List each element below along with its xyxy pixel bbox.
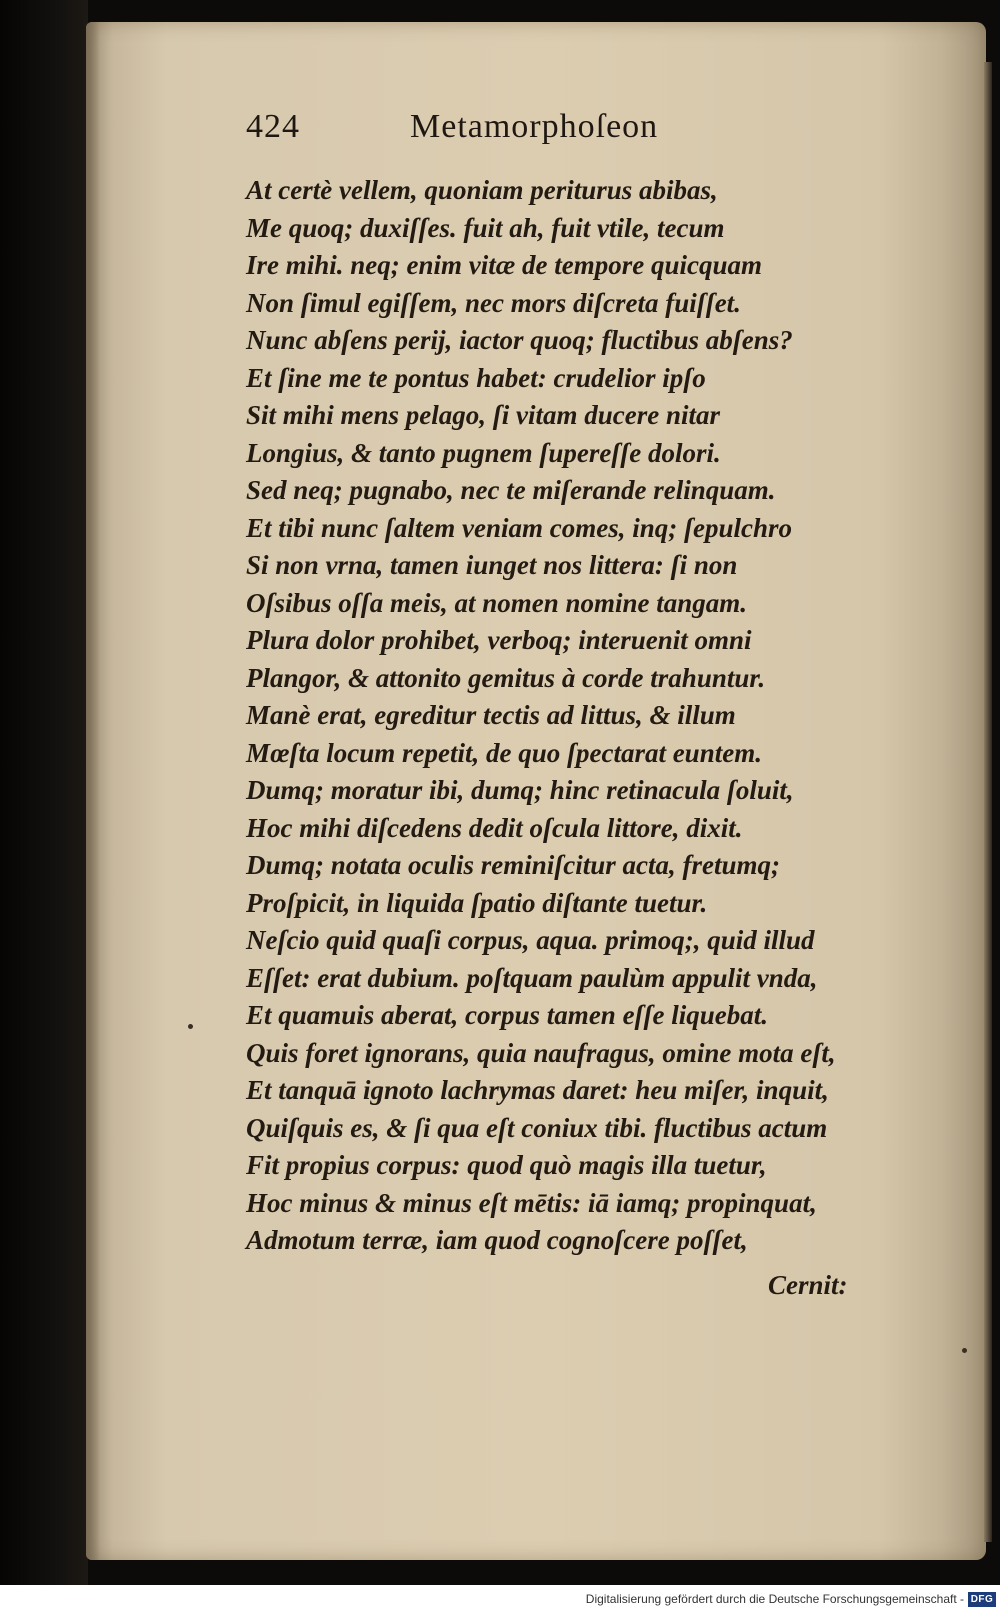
verse-line: Proſpicit, in liquida ſpatio diſtante tuetur. [246, 887, 708, 918]
verse-line: Quiſquis es, & ſi qua eſt coniux tibi. fluctibus actum [246, 1112, 828, 1143]
catchword: Cernit: [768, 1270, 848, 1300]
verse-line: Sit mihi mens pelago, ſi vitam ducere nitar [246, 400, 721, 430]
verse-line: Dumq; notata oculis reminiſcitur acta, fretumq; [246, 850, 781, 880]
verse-line: Si non vrna, tamen iunget nos littera: ſi non [246, 550, 738, 580]
verse-line: Ire mihi. neq; enim vitæ de tempore quicquam [246, 250, 762, 280]
verse-line: Hoc minus & minus eſt mētis: iā iamq; propinquat, [246, 1187, 817, 1218]
verse-line: At certè vellem, quoniam periturus abibas, [246, 175, 718, 205]
page-edge [984, 62, 992, 1542]
verse-line: Eſſet: erat dubium. poſtquam paulùm appulit vnda, [246, 962, 818, 993]
verse-line: Et tibi nunc ſaltem veniam comes, inq; ſepulchro [246, 512, 792, 543]
verse-line: Non ſimul egiſſem, nec mors diſcreta fuiſſet. [246, 287, 741, 318]
verse-line: Dumq; moratur ibi, dumq; hinc retinacula ſoluit, [246, 775, 794, 805]
verse-line: Hoc mihi diſcedens dedit oſcula littore, dixit. [246, 812, 743, 843]
verse-line: Quis foret ignorans, quia naufragus, omine mota eſt, [246, 1037, 836, 1068]
page-header [160, 108, 760, 156]
verse-line: Fit propius corpus: quod quò magis illa tuetur, [246, 1150, 767, 1180]
verse-line: Et tanquā ignoto lachrymas daret: heu miſer, inquit, [246, 1075, 829, 1105]
running-title: Metamorphoſeon [410, 108, 659, 145]
page-number: 424 [246, 108, 300, 145]
digitization-footer [0, 1585, 1000, 1615]
verse-line: Et quamuis aberat, corpus tamen eſſe liquebat. [246, 1000, 769, 1030]
verse-line: Me quoq; duxiſſes. fuit ah, fuit vtile, tecum [246, 212, 725, 243]
ink-speck [962, 1348, 967, 1353]
verse-line: Plura dolor prohibet, verboq; interuenit omni [246, 625, 752, 655]
verse-line: Manè erat, egreditur tectis ad littus, & illum [246, 700, 736, 730]
verse-block [246, 172, 886, 1260]
dfg-logo: DFG [968, 1592, 996, 1607]
ink-speck [188, 1024, 193, 1029]
verse-line: Neſcio quid quaſi corpus, aqua. primoq;, quid illud [246, 925, 815, 955]
verse-line: Longius, & tanto pugnem ſupereſſe dolori. [246, 437, 721, 468]
funding-credit: Digitalisierung gefördert durch die Deutsche Forschungsgemeinschaft - [585, 1592, 964, 1606]
verse-line: Et ſine me te pontus habet: crudelior ipſo [246, 362, 706, 393]
verse-line: Admotum terræ, iam quod cognoſcere poſſet, [246, 1225, 748, 1255]
verse-line: Sed neq; pugnabo, nec te miſerande relinquam. [246, 475, 776, 505]
verse-line: Nunc abſens perij, iactor quoq; fluctibus abſens? [246, 325, 793, 355]
verse-line: Mœſta locum repetit, de quo ſpectarat euntem. [246, 737, 762, 768]
verse-line: Plangor, & attonito gemitus à corde trahuntur. [246, 662, 766, 693]
verse-line: Oſsibus oſſa meis, at nomen nomine tangam. [246, 587, 748, 618]
scan-background-strip [0, 0, 88, 1615]
